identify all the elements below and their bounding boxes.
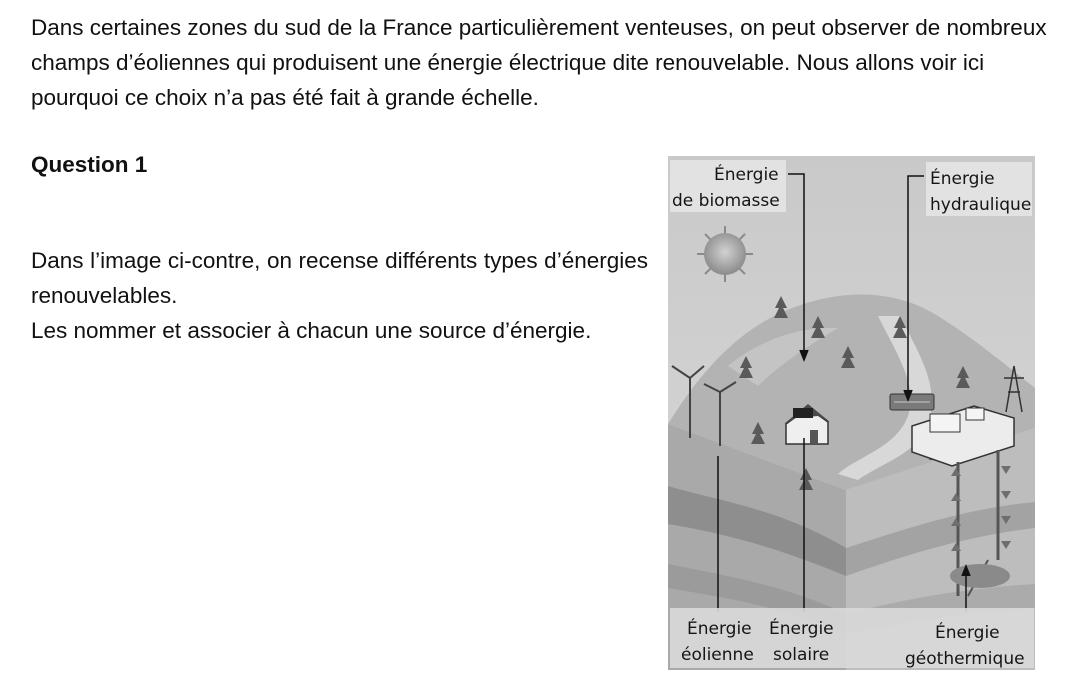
label-solaire-line1: Énergie — [769, 619, 834, 639]
label-solaire-line2: solaire — [773, 645, 830, 665]
question-text — [31, 243, 648, 348]
question-line-1: Dans l’image ci-contre, on recense différents types d’énergies renouvelables. — [31, 248, 648, 308]
label-eolienne-line1: Énergie — [687, 619, 752, 639]
label-hydraulique-line2: hydraulique — [930, 195, 1032, 215]
magma-zone — [950, 564, 1010, 588]
dam-icon — [890, 394, 934, 410]
label-hydraulique-line1: Énergie — [930, 169, 995, 189]
label-biomasse-line1: Énergie — [714, 165, 779, 185]
question-title: Question 1 — [31, 152, 148, 177]
label-geothermique-line2: géothermique — [905, 649, 1025, 669]
label-eolienne-line2: éolienne — [681, 645, 754, 665]
label-geothermique-line1: Énergie — [935, 623, 1000, 643]
label-biomasse-line2: de biomasse — [672, 191, 780, 211]
sun-icon — [697, 226, 753, 282]
question-line-2: Les nommer et associer à chacun une source d’énergie. — [31, 318, 592, 343]
intro-paragraph: Dans certaines zones du sud de la France particulièrement venteuses, on peut observer de nombreux champs d’éoliennes qui produisent une énergie électrique dite renouvelable. Nous allons voir ici pourquoi ce choix n’a pas été fait à grande échelle. — [31, 15, 1047, 110]
renewable-energy-illustration — [668, 156, 1035, 670]
